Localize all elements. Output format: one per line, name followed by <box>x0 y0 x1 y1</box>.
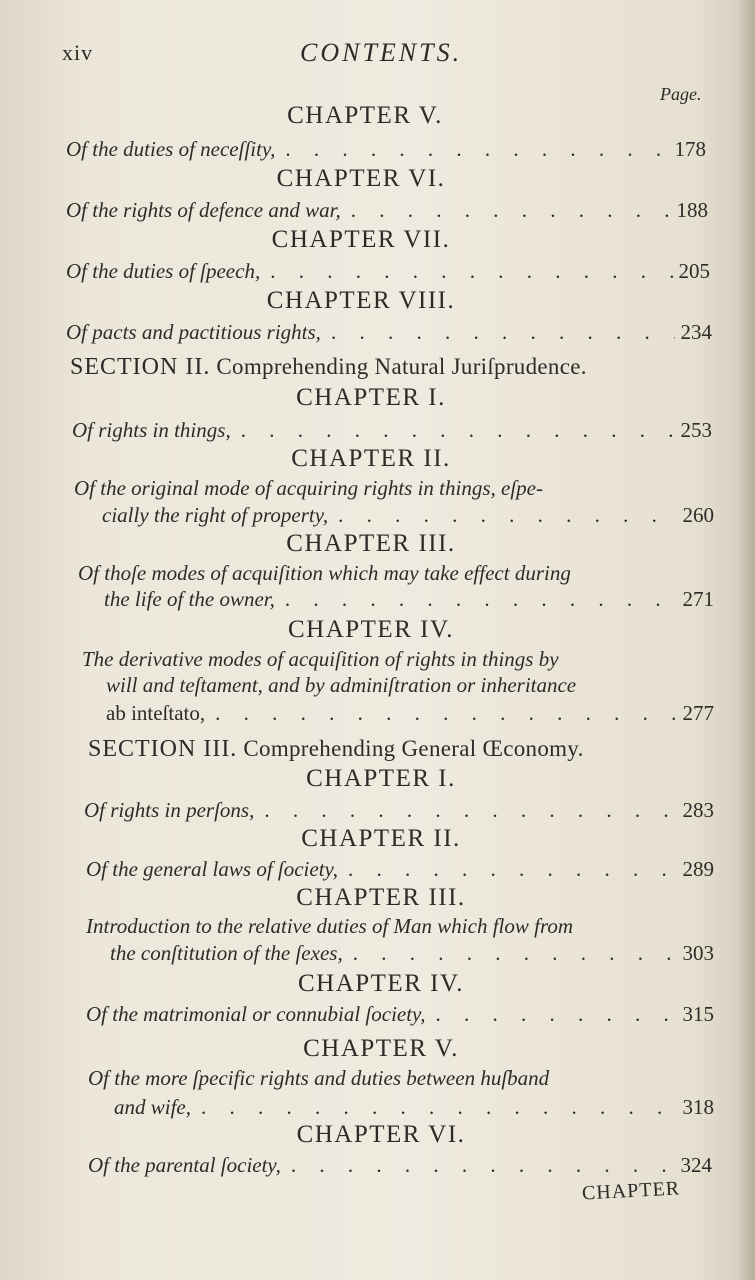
leader-dots <box>231 417 675 444</box>
leader-dots <box>341 197 671 224</box>
entry-title: the life of the owner, <box>104 587 275 611</box>
entry-line: Of the original mode of acquiring rights in things, eſpe- <box>74 476 543 500</box>
toc-entry <box>66 136 706 163</box>
toc-entry <box>66 197 708 224</box>
toc-entry <box>66 258 710 285</box>
toc-entry <box>104 586 714 613</box>
leader-dots <box>275 136 668 163</box>
toc-entry <box>110 940 714 967</box>
entry-page-number: 178 <box>674 137 706 161</box>
chapter-heading: CHAPTER VI. <box>296 1121 466 1148</box>
section-title: Comprehending Natural Juriſprudence. <box>216 354 587 379</box>
leader-dots <box>275 586 677 613</box>
chapter-heading: CHAPTER IV. <box>287 616 455 643</box>
page-folio: xiv <box>62 40 94 65</box>
section-title: Comprehending General Œconomy. <box>243 736 584 761</box>
entry-page-number: 283 <box>682 798 714 822</box>
leader-dots <box>191 1094 677 1121</box>
entry-title: Of pacts and pactitious rights, <box>66 320 321 344</box>
entry-page-number: 277 <box>682 701 714 725</box>
running-head: CONTENTS. <box>300 38 463 67</box>
entry-title: Of the rights of defence and war, <box>66 198 341 222</box>
leader-dots <box>328 502 676 529</box>
chapter-heading: CHAPTER III. <box>286 530 456 557</box>
entry-title: ab inteſtato, <box>106 701 206 725</box>
chapter-heading: CHAPTER IV. <box>297 970 465 997</box>
entry-page-number: 205 <box>678 259 710 283</box>
toc-entry <box>88 1152 712 1179</box>
entry-line: Of thoſe modes of acquiſition which may take effect during <box>78 561 571 585</box>
entry-page-number: 324 <box>680 1153 712 1177</box>
leader-dots <box>321 319 675 346</box>
leader-dots <box>343 940 677 967</box>
toc-entry <box>114 1094 714 1121</box>
entry-title: the conſtitution of the ſexes, <box>110 941 343 965</box>
toc-entry <box>72 417 712 444</box>
leader-dots <box>254 797 676 824</box>
page-edge-shadow <box>737 0 755 1280</box>
section-number: SECTION III. <box>88 736 238 762</box>
leader-dots <box>205 700 676 727</box>
toc-entry <box>102 502 714 529</box>
entry-page-number: 188 <box>676 198 708 222</box>
chapter-heading: CHAPTER VI. <box>276 165 446 192</box>
entry-title: Of rights in perſons, <box>84 798 255 822</box>
chapter-heading: CHAPTER VII. <box>271 226 451 253</box>
chapter-heading: CHAPTER VIII. <box>266 287 456 314</box>
entry-title: and wife, <box>114 1095 191 1119</box>
entry-page-number: 318 <box>682 1095 714 1119</box>
entry-page-number: 234 <box>680 320 712 344</box>
entry-line: Introduction to the relative duties of Man which flow from <box>86 914 574 938</box>
section-number: SECTION II. <box>70 354 211 380</box>
entry-line: The derivative modes of acquiſition of rights in things by <box>82 647 559 671</box>
toc-entry <box>86 1001 714 1028</box>
toc-entry <box>106 700 714 727</box>
entry-title: Of the parental ſociety, <box>88 1153 281 1177</box>
toc-entry <box>86 856 714 883</box>
entry-page-number: 253 <box>680 418 712 442</box>
chapter-heading: CHAPTER V. <box>287 102 443 129</box>
entry-page-number: 289 <box>682 857 714 881</box>
catchword: CHAPTER <box>581 1177 681 1205</box>
chapter-heading: CHAPTER V. <box>303 1035 459 1062</box>
leader-dots <box>425 1001 676 1028</box>
entry-title: Of rights in things, <box>72 418 231 442</box>
section-heading <box>88 736 584 763</box>
entry-line: Of the more ſpecific rights and duties between huſband <box>88 1066 550 1090</box>
entry-page-number: 260 <box>682 503 714 527</box>
leader-dots <box>281 1152 675 1179</box>
entry-line: will and teſtament, and by adminiſtration or inheritance <box>106 673 577 697</box>
chapter-heading: CHAPTER III. <box>296 884 466 911</box>
chapter-heading: CHAPTER II. <box>301 825 461 852</box>
chapter-heading: CHAPTER I. <box>296 384 446 411</box>
section-heading <box>70 354 587 381</box>
entry-page-number: 315 <box>682 1002 714 1026</box>
chapter-heading: CHAPTER I. <box>306 765 456 792</box>
entry-page-number: 303 <box>682 941 714 965</box>
toc-entry <box>66 319 712 346</box>
entry-title: Of the matrimonial or connubial ſociety, <box>86 1002 426 1026</box>
toc-entry <box>84 797 714 824</box>
entry-title: Of the duties of ſpeech, <box>66 259 261 283</box>
entry-title: Of the general laws of ſociety, <box>86 857 338 881</box>
page-column-label: Page. <box>660 84 702 104</box>
entry-page-number: 271 <box>682 587 714 611</box>
chapter-heading: CHAPTER II. <box>291 445 451 472</box>
entry-title: Of the duties of neceſſity, <box>66 137 276 161</box>
leader-dots <box>260 258 672 285</box>
leader-dots <box>338 856 677 883</box>
entry-title: cially the right of property, <box>102 503 329 527</box>
